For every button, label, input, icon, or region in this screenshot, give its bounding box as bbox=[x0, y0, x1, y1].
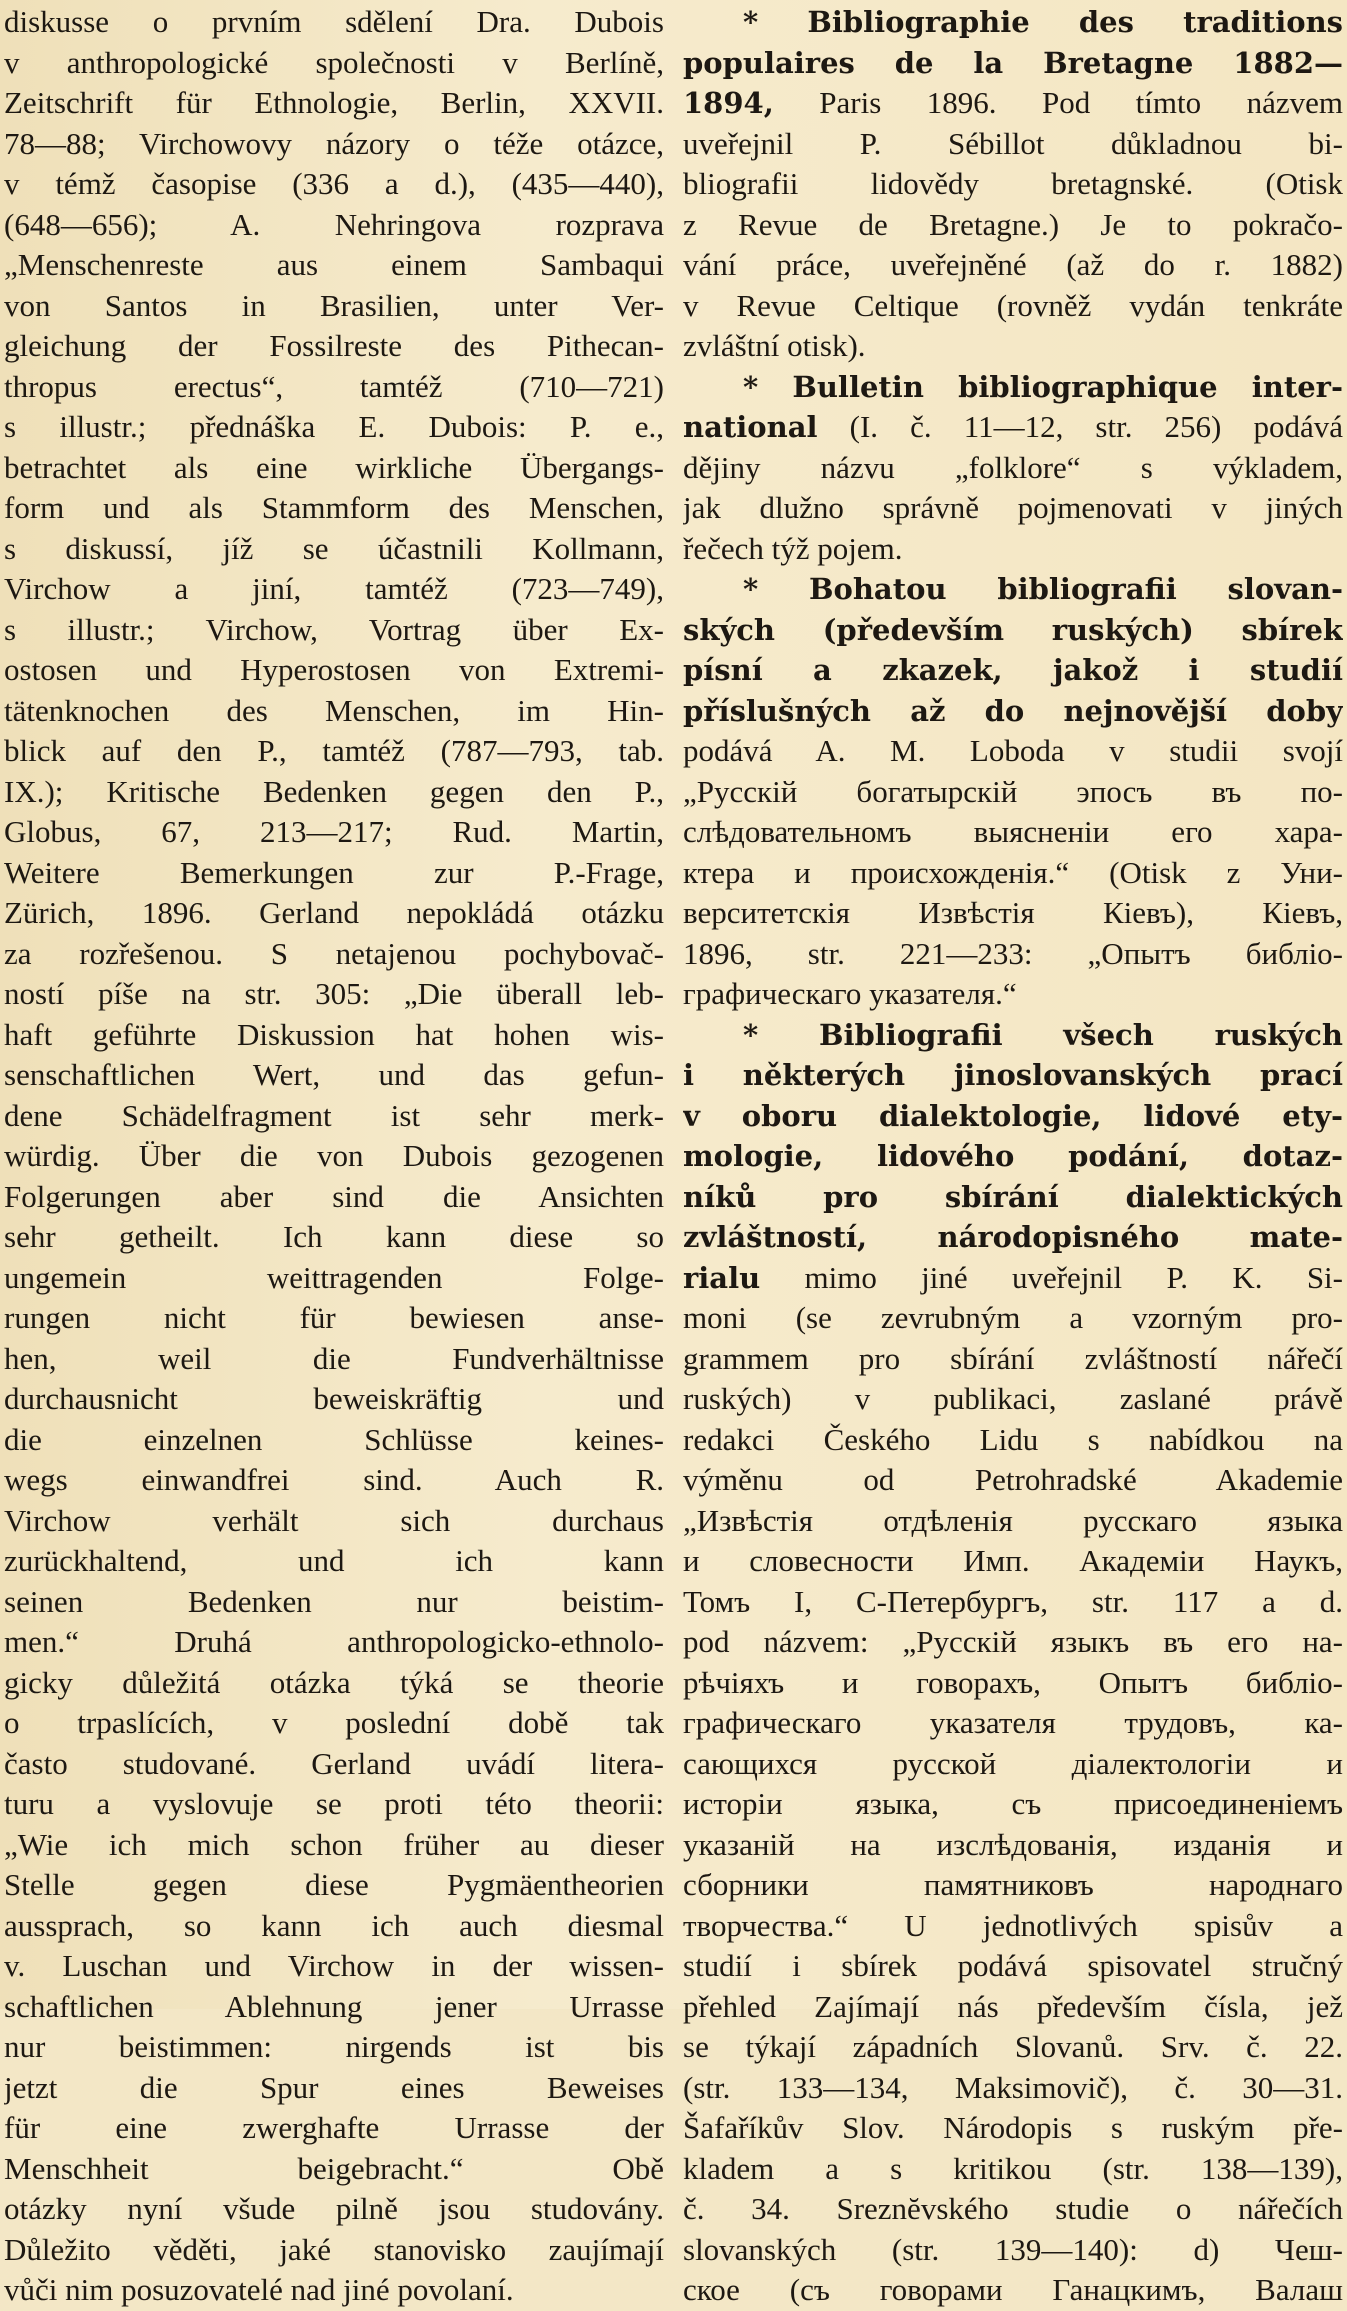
text-line: mologie, lidového podání, dotaz- bbox=[683, 1139, 1343, 1173]
text-line: * Bibliographie des traditions bbox=[743, 5, 1343, 39]
text-line: „Русскій богатырскій эпосъ въ по- bbox=[683, 773, 1343, 809]
text-line: moni (se zevrubným a vzorným pro- bbox=[683, 1300, 1343, 1335]
text-line: * Bulletin bibliographique inter- bbox=[743, 369, 1343, 404]
text-line: dene Schädelfragment ist sehr merk- bbox=[4, 1097, 664, 1133]
text-line: níků pro sbírání dialektických bbox=[683, 1179, 1343, 1214]
text-line: ское (съ говорами Ганацкимъ, Валаш bbox=[683, 2272, 1343, 2307]
text-line: s illustr.; Virchow, Vortrag über Ex- bbox=[4, 611, 664, 647]
text-line: слѣдовательномъ выясненіи его хара- bbox=[683, 814, 1343, 849]
text-line: die einzelnen Schlüsse keines- bbox=[4, 1421, 664, 1457]
text-line: č. 34. Sreznĕvského studie o nářečích bbox=[683, 2191, 1343, 2226]
text-line: uveřejnil P. Sébillot důkladnou bi- bbox=[683, 125, 1343, 161]
text-line: diskusse o prvním sdělení Dra. Dubois bbox=[4, 4, 664, 39]
text-line: сающихся русской діалектологіи и bbox=[683, 1745, 1343, 1781]
text-line: rialu mimo jiné uveřejnil P. K. Si- bbox=[683, 1259, 1343, 1295]
text-line: творчества.“ U jednotlivých spisův a bbox=[683, 1907, 1343, 1943]
text-line: Menschheit beigebracht.“ Obě bbox=[4, 2150, 664, 2186]
text-line: wegs einwandfrei sind. Auch R. bbox=[4, 1462, 664, 1497]
text-line: thropus erectus“, tamtéž (710—721) bbox=[4, 368, 664, 404]
text-line: 1896, str. 221—233: „Опытъ библіо- bbox=[683, 935, 1343, 971]
text-line: podává A. M. Loboda v studii svojí bbox=[683, 733, 1343, 768]
text-line: za rozřešenou. S netajenou pochybovač- bbox=[4, 935, 664, 971]
text-line: ruských) v publikaci, zaslané právě bbox=[683, 1381, 1343, 1416]
text-line: i některých jinoslovanských prací bbox=[683, 1058, 1343, 1092]
text-line: „Menschenreste aus einem Sambaqui bbox=[4, 247, 664, 282]
text-line: „Wie ich mich schon früher au dieser bbox=[4, 1826, 664, 1862]
text-line: redakci Českého Lidu s nabídkou na bbox=[683, 1421, 1343, 1457]
text-line: s diskussí, jíž se účastnili Kollmann, bbox=[4, 530, 664, 566]
text-line: Globus, 67, 213—217; Rud. Martin, bbox=[4, 814, 664, 849]
text-line: Zeitschrift für Ethnologie, Berlin, XXVII. bbox=[4, 85, 664, 120]
text-line: příslušných až do nejnovější doby bbox=[683, 693, 1343, 728]
text-line: rungen nicht für bewiesen anse- bbox=[4, 1300, 664, 1335]
text-line: v témž časopise (336 a d.), (435—440), bbox=[4, 166, 664, 201]
text-line: Šafaříkův Slov. Národopis s ruským pře- bbox=[683, 2110, 1343, 2145]
text-line: ungemein weittragenden Folge- bbox=[4, 1259, 664, 1295]
text-line: vůči nim posuzovatelé nad jiné povolaní. bbox=[4, 2272, 514, 2307]
text-line: vání práce, uveřejněné (až do r. 1882) bbox=[683, 247, 1343, 282]
text-line: * Bohatou bibliografii slovan- bbox=[743, 572, 1343, 606]
text-line: Stelle gegen diese Pygmäentheorien bbox=[4, 1867, 664, 1902]
right-column bbox=[683, 2, 1343, 2311]
text-line: zvláštností, národopisného mate- bbox=[683, 1220, 1343, 1254]
text-line: písní a zkazek, jakož i studií bbox=[683, 653, 1343, 687]
text-line: Folgerungen aber sind die Ansichten bbox=[4, 1178, 664, 1214]
text-line: zurückhaltend, und ich kann bbox=[4, 1543, 664, 1578]
text-line: графическаго указателя.“ bbox=[683, 976, 1017, 1011]
text-line: schaftlichen Ablehnung jener Urrasse bbox=[4, 1988, 664, 2024]
text-line: исторіи языка, съ присоединеніемъ bbox=[683, 1786, 1343, 1821]
text-line: bliografii lidovědy bretagnské. (Otisk bbox=[683, 166, 1343, 201]
left-column bbox=[4, 2, 664, 2311]
text-line: Томъ I, С-Петербургъ, str. 117 a d. bbox=[683, 1583, 1343, 1619]
text-line: würdig. Über die von Dubois gezogenen bbox=[4, 1138, 664, 1173]
text-line: v oboru dialektologie, lidové ety- bbox=[683, 1098, 1343, 1133]
text-line: výměnu od Petrohradské Akademie bbox=[683, 1462, 1343, 1497]
text-line: Zürich, 1896. Gerland nepokládá otázku bbox=[4, 895, 664, 930]
text-line: Důležito věděti, jaké stanovisko zaujímají bbox=[4, 2231, 664, 2267]
text-line: turu a vyslovuje se proti této theorii: bbox=[4, 1786, 664, 1821]
text-line: von Santos in Brasilien, unter Ver- bbox=[4, 287, 664, 323]
text-line: für eine zwerghafte Urrasse der bbox=[4, 2110, 664, 2145]
text-line: jetzt die Spur eines Beweises bbox=[4, 2069, 664, 2105]
text-line: z Revue de Bretagne.) Je to pokračo- bbox=[683, 206, 1343, 242]
text-line: IX.); Kritische Bedenken gegen den P., bbox=[4, 773, 664, 809]
text-line: указаній на изслѣдованія, изданія и bbox=[683, 1826, 1343, 1862]
text-line: Weitere Bemerkungen zur P.-Frage, bbox=[4, 854, 664, 890]
text-line: ostosen und Hyperostosen von Extremi- bbox=[4, 652, 664, 687]
text-line: ských (především ruských) sbírek bbox=[683, 612, 1343, 647]
text-line: v Revue Celtique (rovněž vydán tenkráte bbox=[683, 287, 1343, 323]
text-line: grammem pro sbírání zvláštností nářečí bbox=[683, 1340, 1343, 1376]
text-line: 1894, Paris 1896. Pod tímto názvem bbox=[683, 85, 1343, 120]
text-line: сборники памятниковъ народнаго bbox=[683, 1867, 1343, 1902]
text-line: jak dlužno správně pojmenovati v jiných bbox=[683, 490, 1343, 525]
text-line: seinen Bedenken nur beistim- bbox=[4, 1583, 664, 1619]
text-line: často studované. Gerland uvádí litera- bbox=[4, 1745, 664, 1781]
text-line: studií i sbírek podává spisovatel stručný bbox=[683, 1948, 1343, 1983]
text-line: ктера и происхожденія.“ (Otisk z Уни- bbox=[683, 854, 1343, 890]
text-line: senschaftlichen Wert, und das gefun- bbox=[4, 1057, 664, 1092]
text-line: и словесности Имп. Академіи Наукъ, bbox=[683, 1543, 1343, 1578]
text-line: v. Luschan und Virchow in der wissen- bbox=[4, 1948, 664, 1983]
text-line: se týkají západních Slovanů. Srv. č. 22. bbox=[683, 2029, 1343, 2064]
text-line: рѣчіяхъ и говорахъ, Опытъ библіо- bbox=[683, 1664, 1343, 1700]
text-line: populaires de la Bretagne 1882— bbox=[683, 45, 1343, 80]
text-line: v anthropologické společnosti v Berlíně, bbox=[4, 44, 664, 80]
text-line: Virchow a jiní, tamtéž (723—749), bbox=[4, 571, 664, 606]
text-line: přehled Zajímají nás především čísla, jež bbox=[683, 1988, 1343, 2024]
text-line: „Извѣстія отдѣленія русскаго языка bbox=[683, 1502, 1343, 1538]
text-line: blick auf den P., tamtéž (787—793, tab. bbox=[4, 733, 664, 768]
text-line: slovanských (str. 139—140): d) Чеш- bbox=[683, 2231, 1343, 2267]
text-line: s illustr.; přednáška E. Dubois: P. e., bbox=[4, 409, 664, 444]
text-line: hen, weil die Fundverhältnisse bbox=[4, 1340, 664, 1376]
text-line: (str. 133—134, Maksimovič), č. 30—31. bbox=[683, 2069, 1343, 2105]
text-line: kladem a s kritikou (str. 138—139), bbox=[683, 2150, 1343, 2186]
text-line: zvláštní otisk). bbox=[683, 328, 866, 363]
text-line: gicky důležitá otázka týká se theorie bbox=[4, 1664, 664, 1700]
text-line: haft geführte Diskussion hat hohen wis- bbox=[4, 1016, 664, 1052]
text-line: gleichung der Fossilreste des Pithecan- bbox=[4, 328, 664, 363]
text-line: Virchow verhält sich durchaus bbox=[4, 1502, 664, 1538]
text-line: sehr getheilt. Ich kann diese so bbox=[4, 1219, 664, 1254]
text-line: pod názvem: „Русскій языкъ въ его на- bbox=[683, 1624, 1343, 1659]
text-line: * Bibliografii všech ruských bbox=[743, 1017, 1343, 1052]
text-line: form und als Stammform des Menschen, bbox=[4, 490, 664, 525]
text-line: 78—88; Virchowovy názory o téže otázce, bbox=[4, 125, 664, 161]
text-line: ností píše na str. 305: „Die überall leb- bbox=[4, 976, 664, 1011]
text-line: верситетскія Извѣстія Кіевъ), Кіевъ, bbox=[683, 895, 1343, 930]
text-line: tätenknochen des Menschen, im Hin- bbox=[4, 692, 664, 728]
text-line: national (I. č. 11—12, str. 256) podává bbox=[683, 409, 1343, 444]
text-line: графическаго указателя трудовъ, ка- bbox=[683, 1705, 1343, 1740]
text-line: o trpaslících, v poslední době tak bbox=[4, 1705, 664, 1740]
text-line: dějiny názvu „folklore“ s výkladem, bbox=[683, 449, 1343, 485]
text-line: durchausnicht beweiskräftig und bbox=[4, 1381, 664, 1416]
text-line: otázky nyní všude pilně jsou studovány. bbox=[4, 2191, 664, 2226]
text-line: men.“ Druhá anthropologicko-ethnolo- bbox=[4, 1624, 664, 1659]
text-line: aussprach, so kann ich auch diesmal bbox=[4, 1907, 664, 1943]
text-line: betrachtet als eine wirkliche Übergangs- bbox=[4, 449, 664, 485]
text-line: řečech týž pojem. bbox=[683, 530, 903, 566]
text-line: (648—656); A. Nehringova rozprava bbox=[4, 206, 664, 242]
text-line: nur beistimmen: nirgends ist bis bbox=[4, 2029, 664, 2064]
